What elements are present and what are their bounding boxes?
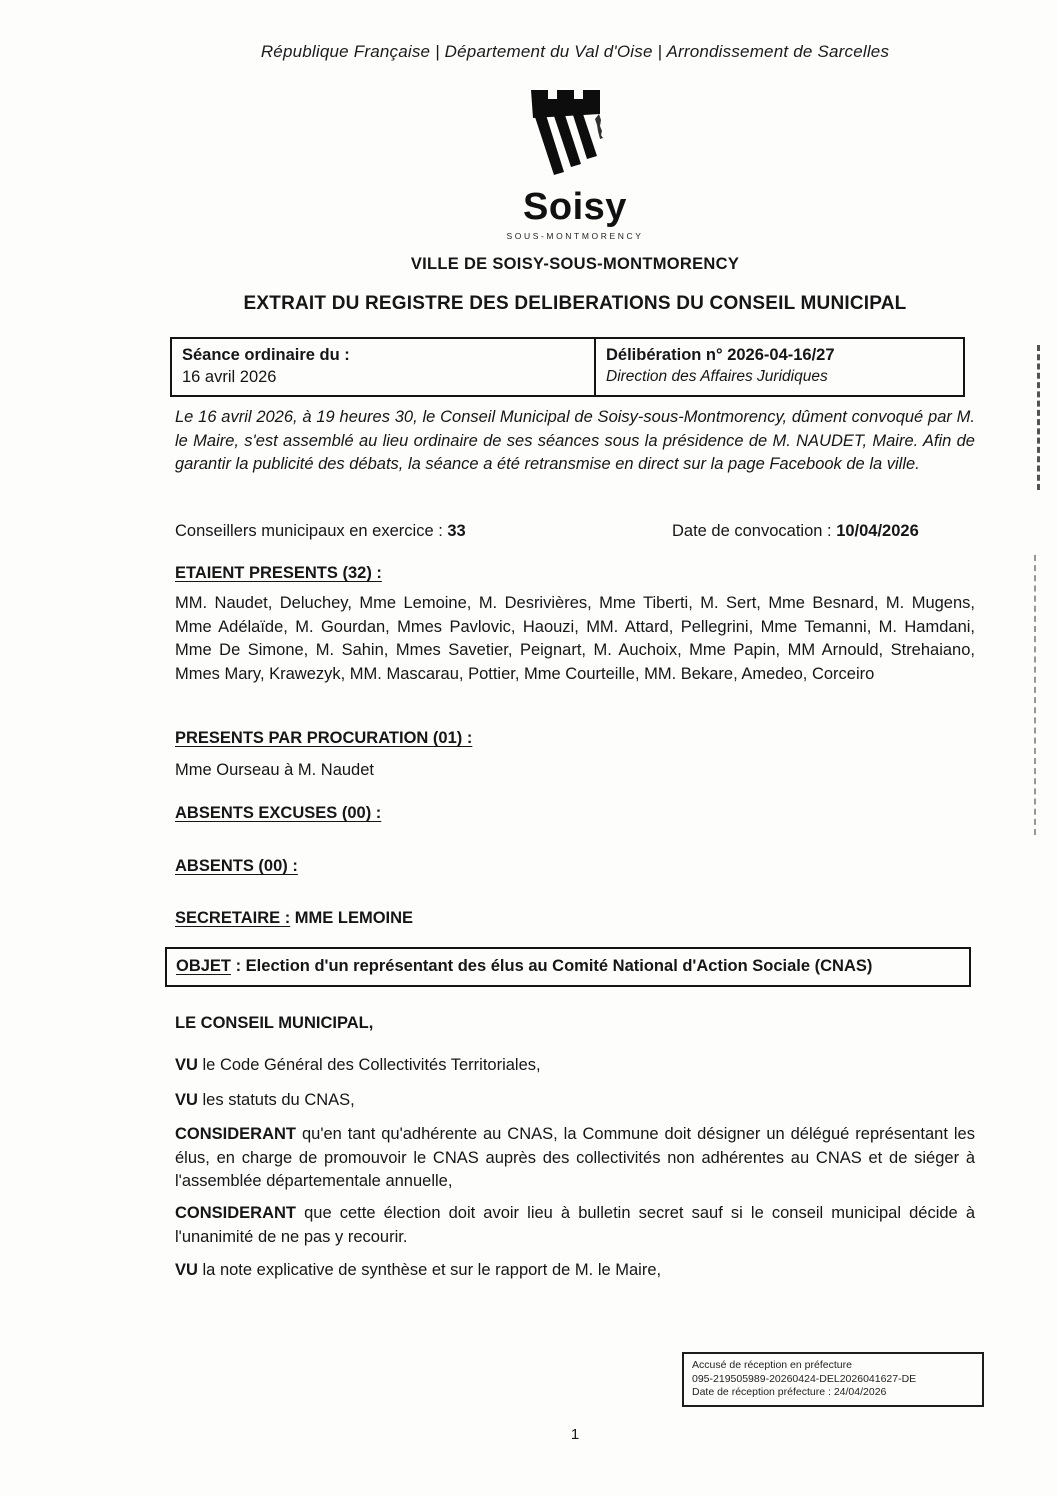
page-number: 1 [570, 1426, 580, 1443]
scan-artifact-line [1037, 345, 1040, 490]
conseil-municipal-opening: LE CONSEIL MUNICIPAL, [175, 1014, 374, 1032]
convocation-date: 10/04/2026 [836, 522, 919, 540]
scan-artifact-line [1034, 555, 1036, 835]
ville-title: VILLE DE SOISY-SOUS-MONTMORENCY [410, 255, 740, 273]
republique-header-line: République Française | Département du Val d'Oise | Arrondissement de Sarcelles [260, 42, 890, 61]
secretaire-line [175, 909, 975, 928]
logo-city-subtitle: SOUS-MONTMORENCY [506, 231, 644, 241]
direction-affaires-juridiques: Direction des Affaires Juridiques [606, 368, 828, 385]
procuration-names-list: Mme Ourseau à M. Naudet [175, 761, 374, 779]
presents-names-list: MM. Naudet, Deluchey, Mme Lemoine, M. Desrivières, Mme Tiberti, M. Sert, Mme Besnard, M. Mugens, Mme Adélaïde, M. Gourdan, Mmes Pavlovic, Haouzi, MM. Attard, Pellegrini, Mme Temanni, M. Hamdani, Mme De Simone, M. Sahin, Mmes Savetier, Peignart, M. Auchoix, Mme Papin, MM Arnould, Strehaiano, Mmes Mary, Krawezyk, MM. Mascarau, Pottier, Mme Courteille, MM. Bekare, Amedeo, Corceiro [175, 594, 975, 683]
clause-text: les statuts du CNAS, [202, 1091, 355, 1109]
deliberation-cell [596, 339, 963, 395]
conseillers-count: 33 [447, 522, 466, 540]
logo-city-name: Soisy [523, 186, 627, 228]
city-logo [175, 84, 975, 241]
objet-text: : Election d'un représentant des élus au Comité National d'Action Sociale (CNAS) [231, 957, 873, 975]
procuration-heading: PRESENTS PAR PROCURATION (01) : [175, 729, 473, 747]
clause-considerant-delegue [175, 1123, 975, 1194]
seance-date: 16 avril 2026 [182, 368, 277, 386]
stamp-line-1: Accusé de réception en préfecture [692, 1359, 852, 1371]
clause-vu-cgct [175, 1054, 975, 1078]
secretaire-label: SECRETAIRE : [175, 909, 291, 927]
absents-heading: ABSENTS (00) : [175, 857, 298, 875]
clause-keyword: VU [175, 1056, 198, 1074]
seance-cell [172, 339, 596, 395]
conseillers-en-exercice [175, 522, 466, 540]
presents-heading: ETAIENT PRESENTS (32) : [175, 564, 382, 582]
clause-keyword: VU [175, 1261, 198, 1279]
date-convocation [672, 522, 919, 541]
deliberation-number: Délibération n° 2026-04-16/27 [606, 346, 835, 364]
counts-row [175, 522, 975, 541]
convocation-label: Date de convocation : [672, 522, 837, 540]
prefecture-reception-stamp [682, 1352, 984, 1407]
seance-deliberation-table [170, 337, 965, 397]
clause-considerant-bulletin-secret [175, 1202, 975, 1249]
clause-text: que cette élection doit avoir lieu à bulletin secret sauf si le conseil municipal décide à l'unanimité de ne pas y recourir. [175, 1204, 976, 1246]
convocation-preamble: Le 16 avril 2026, à 19 heures 30, le Conseil Municipal de Soisy-sous-Montmorency, dûment convoqué par M. le Maire, s'est assemblé au lieu ordinaire de ses séances sous la présidence de M. NAUDET, Maire. Afin de garantir la publicité des débats, la séance a été retransmise en direct sur la page Facebook de la ville. [175, 408, 975, 473]
extrait-title: EXTRAIT DU REGISTRE DES DELIBERATIONS DU CONSEIL MUNICIPAL [243, 293, 907, 314]
clause-vu-note-synthese [175, 1259, 975, 1283]
absents-excuses-heading: ABSENTS EXCUSES (00) : [175, 804, 382, 822]
conseillers-label: Conseillers municipaux en exercice : [175, 522, 448, 540]
stamp-line-3: Date de réception préfecture : 24/04/2026 [692, 1386, 887, 1398]
stamp-line-2: 095-219505989-20260424-DEL2026041627-DE [692, 1372, 917, 1385]
clause-vu-statuts [175, 1089, 975, 1113]
clause-text: la note explicative de synthèse et sur le rapport de M. le Maire, [202, 1261, 662, 1279]
clause-keyword: CONSIDERANT [175, 1125, 297, 1143]
clause-keyword: VU [175, 1091, 198, 1109]
secretaire-name: MME LEMOINE [290, 909, 414, 927]
clause-keyword: CONSIDERANT [175, 1204, 297, 1222]
objet-label: OBJET [176, 957, 232, 975]
seance-label: Séance ordinaire du : [182, 346, 350, 364]
clause-text: le Code Général des Collectivités Territoriales, [202, 1056, 541, 1074]
castle-tower-icon [513, 84, 637, 184]
objet-box [165, 947, 971, 987]
clause-text: qu'en tant qu'adhérente au CNAS, la Commune doit désigner un délégué représentant les élus, en charge de promouvoir le CNAS auprès des collectivités non adhérentes au CNAS et de siéger à l'assemblée départementale annuelle, [175, 1125, 975, 1190]
